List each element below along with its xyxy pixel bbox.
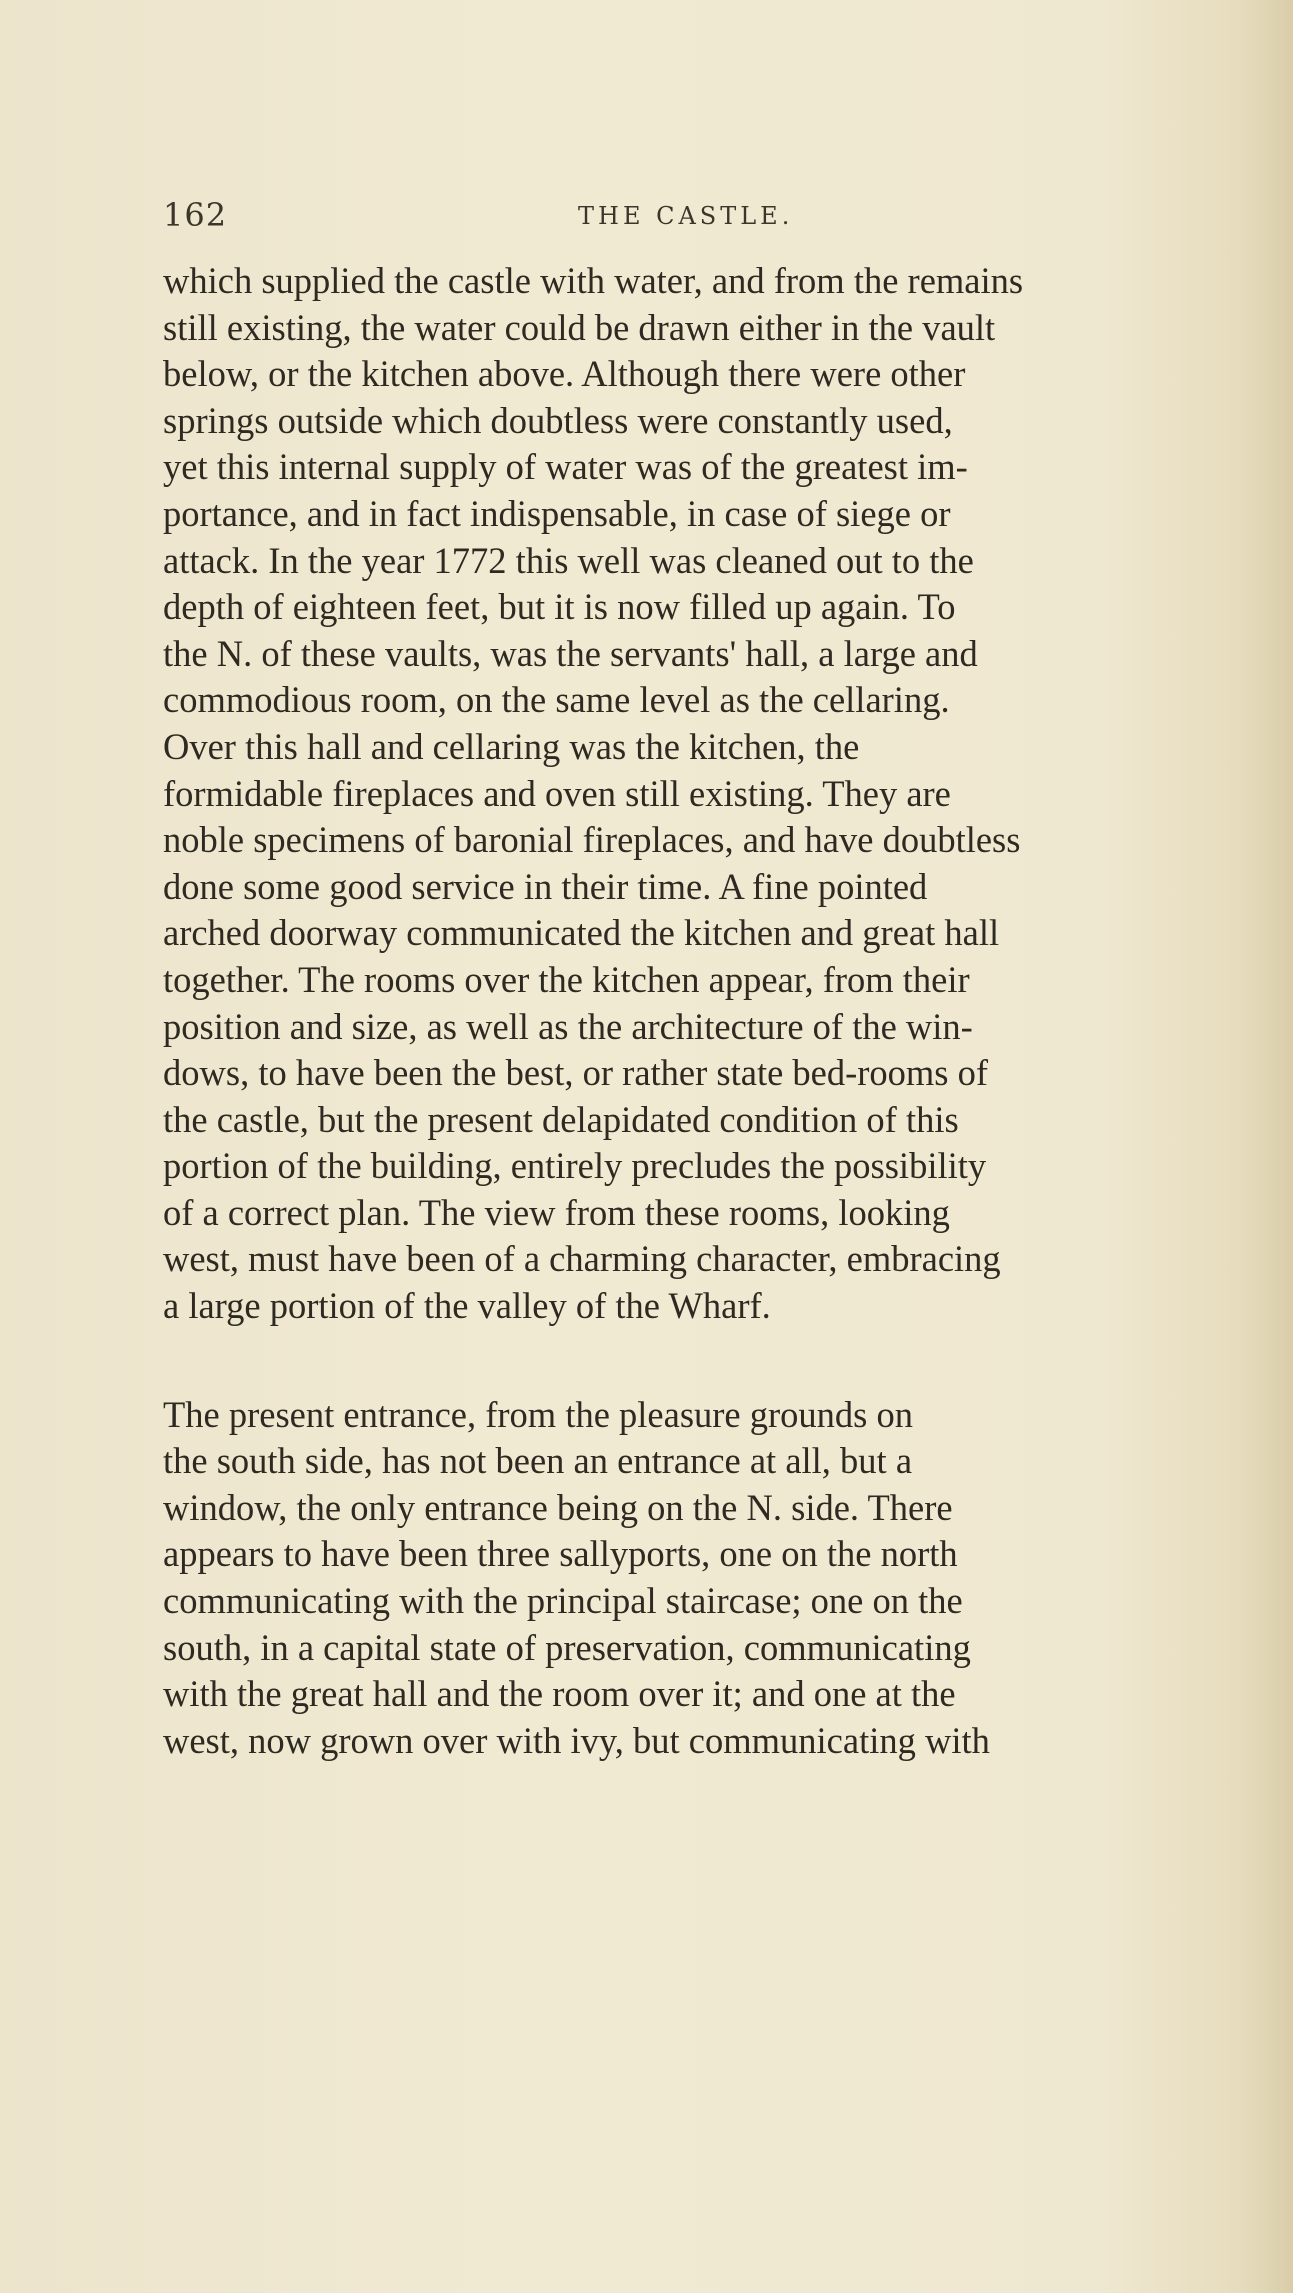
text-line: the south side, has not been an entrance at all, but a bbox=[163, 1440, 913, 1482]
text-line: south, in a capital state of preservation, communicating bbox=[163, 1626, 971, 1668]
text-line: position and size, as well as the architecture of the win- bbox=[163, 1005, 973, 1047]
text-line: below, or the kitchen above. Although there were other bbox=[163, 353, 966, 395]
paragraph-2 bbox=[163, 1392, 1203, 1765]
paragraph-1 bbox=[163, 258, 1203, 1330]
text-line: the castle, but the present delapidated condition of this bbox=[163, 1098, 959, 1140]
text-line: attack. In the year 1772 this well was cleaned out to the bbox=[163, 539, 974, 581]
running-head bbox=[163, 192, 1123, 238]
paragraph-spacer bbox=[163, 1330, 1203, 1392]
text-line: done some good service in their time. A fine pointed bbox=[163, 865, 928, 907]
text-line: The present entrance, from the pleasure grounds on bbox=[163, 1393, 913, 1435]
text-line: yet this internal supply of water was of the greatest im- bbox=[163, 446, 968, 488]
text-line: west, now grown over with ivy, but communicating with bbox=[163, 1719, 990, 1761]
running-title: THE CASTLE. bbox=[578, 202, 794, 230]
text-line: portion of the building, entirely precludes the possibility bbox=[163, 1145, 987, 1187]
text-line: with the great hall and the room over it; and one at the bbox=[163, 1673, 956, 1715]
text-line: Over this hall and cellaring was the kitchen, the bbox=[163, 725, 860, 767]
text-line: arched doorway communicated the kitchen and great hall bbox=[163, 912, 1000, 954]
text-line: depth of eighteen feet, but it is now filled up again. To bbox=[163, 586, 956, 628]
text-line: communicating with the principal staircase; one on the bbox=[163, 1580, 963, 1622]
page-number: 162 bbox=[163, 196, 228, 234]
text-line: springs outside which doubtless were constantly used, bbox=[163, 399, 953, 441]
text-line: appears to have been three sallyports, one on the north bbox=[163, 1533, 958, 1575]
text-line: dows, to have been the best, or rather state bed-rooms of bbox=[163, 1052, 989, 1094]
text-line: window, the only entrance being on the N. side. There bbox=[163, 1486, 953, 1528]
body-text bbox=[163, 258, 1203, 1764]
text-line: portance, and in fact indispensable, in case of siege or bbox=[163, 492, 951, 534]
text-line: the N. of these vaults, was the servants' hall, a large and bbox=[163, 632, 978, 674]
text-line: a large portion of the valley of the Wharf. bbox=[163, 1285, 771, 1327]
text-line: of a correct plan. The view from these rooms, looking bbox=[163, 1191, 950, 1233]
text-line: formidable fireplaces and oven still existing. They are bbox=[163, 772, 951, 814]
text-line: noble specimens of baronial fireplaces, and have doubtless bbox=[163, 819, 1021, 861]
text-line: still existing, the water could be drawn either in the vault bbox=[163, 306, 996, 348]
text-line: which supplied the castle with water, and from the remains bbox=[163, 260, 1024, 301]
text-line: commodious room, on the same level as the cellaring. bbox=[163, 679, 950, 721]
text-line: together. The rooms over the kitchen appear, from their bbox=[163, 958, 970, 1000]
text-line: west, must have been of a charming character, embracing bbox=[163, 1238, 1001, 1280]
